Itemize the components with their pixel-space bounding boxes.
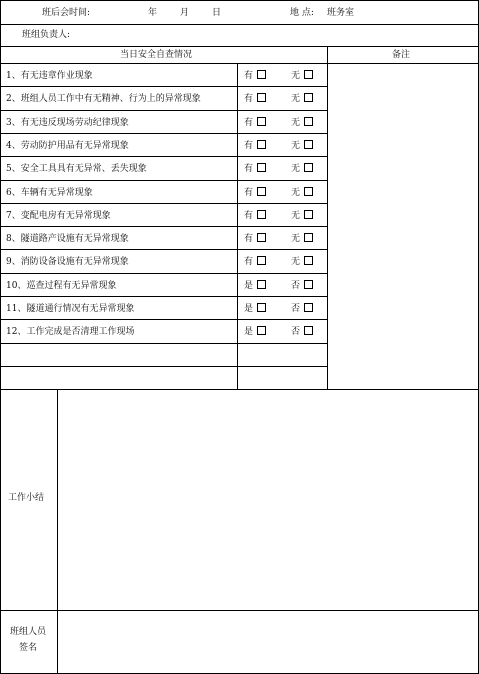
checkbox-option-label: 有 <box>244 94 254 104</box>
checkbox-option-label: 有 <box>244 164 254 174</box>
leader-divider <box>0 46 479 47</box>
checkbox-option-label: 否 <box>291 327 301 337</box>
checkbox-icon[interactable] <box>257 117 266 126</box>
checkbox-icon[interactable] <box>304 70 313 79</box>
checkbox-option[interactable] <box>291 278 313 291</box>
checkbox-option[interactable] <box>291 301 313 314</box>
checkbox-option[interactable] <box>244 185 266 198</box>
checkbox-option[interactable] <box>244 91 266 104</box>
checkbox-icon[interactable] <box>257 233 266 242</box>
checkbox-option[interactable] <box>291 161 313 174</box>
checkbox-icon[interactable] <box>304 303 313 312</box>
checklist-item-text: 7、变配电房有无异常现象 <box>6 211 111 221</box>
checkbox-icon[interactable] <box>257 93 266 102</box>
checkbox-option[interactable] <box>291 68 313 81</box>
checklist-item-text: 3、有无违反现场劳动纪律现象 <box>6 118 129 128</box>
checkbox-option[interactable] <box>244 115 266 128</box>
remarks-header: 备注 <box>392 50 411 60</box>
checkbox-icon[interactable] <box>304 256 313 265</box>
checkbox-option[interactable] <box>244 324 266 337</box>
checklist-item-text: 6、车辆有无异常现象 <box>6 188 93 198</box>
signature-label-line2: 签名 <box>19 643 38 653</box>
checkbox-icon[interactable] <box>304 210 313 219</box>
checklist-item-text: 4、劳动防护用品有无异常现象 <box>6 141 129 151</box>
section-header: 当日安全自查情况 <box>120 50 193 60</box>
checkbox-option-label: 无 <box>291 211 301 221</box>
checkbox-option-label: 有 <box>244 234 254 244</box>
checkbox-icon[interactable] <box>304 163 313 172</box>
checkbox-option[interactable] <box>291 185 313 198</box>
checkbox-option-label: 无 <box>291 188 301 198</box>
checkbox-option-label: 有 <box>244 71 254 81</box>
checkbox-option-label: 无 <box>291 71 301 81</box>
checklist-item-text: 2、班组人员工作中有无精神、行为上的异常现象 <box>6 94 201 104</box>
checkbox-option-label: 否 <box>291 281 301 291</box>
checkbox-option[interactable] <box>291 254 313 267</box>
month-label: 月 <box>180 8 190 18</box>
checkbox-icon[interactable] <box>304 280 313 289</box>
checkbox-icon[interactable] <box>304 140 313 149</box>
checkbox-option[interactable] <box>291 208 313 221</box>
checkbox-icon[interactable] <box>257 326 266 335</box>
checkbox-option[interactable] <box>244 278 266 291</box>
checkbox-option[interactable] <box>291 91 313 104</box>
checkbox-icon[interactable] <box>257 256 266 265</box>
checkbox-option[interactable] <box>244 231 266 244</box>
signature-label-line1: 班组人员 <box>10 627 47 637</box>
location-label: 地 点: <box>290 8 314 18</box>
checkbox-option-label: 是 <box>244 304 254 314</box>
checkbox-icon[interactable] <box>257 280 266 289</box>
checkbox-option-label: 否 <box>291 304 301 314</box>
checkbox-option[interactable] <box>291 231 313 244</box>
checkbox-icon[interactable] <box>304 117 313 126</box>
checkbox-option-label: 有 <box>244 211 254 221</box>
meeting-time-label: 班后会时间: <box>42 8 91 18</box>
checkbox-option[interactable] <box>244 68 266 81</box>
checkbox-option[interactable] <box>244 254 266 267</box>
team-leader-label: 班组负责人: <box>22 30 71 40</box>
checkbox-option[interactable] <box>291 324 313 337</box>
checkbox-option-label: 无 <box>291 257 301 267</box>
checklist-item-text: 9、消防设备设施有无异常现象 <box>6 257 129 267</box>
checkbox-option[interactable] <box>291 115 313 128</box>
checklist-item-text: 10、巡查过程有无异常现象 <box>6 281 117 291</box>
header-divider <box>0 24 479 25</box>
location-value: 班务室 <box>327 8 355 18</box>
work-summary-label: 工作小结 <box>8 493 45 503</box>
year-label: 年 <box>148 8 158 18</box>
checkbox-option-label: 无 <box>291 118 301 128</box>
checkbox-option[interactable] <box>244 208 266 221</box>
checkbox-option-label: 有 <box>244 257 254 267</box>
checklist-item-text: 5、安全工具具有无异常、丢失现象 <box>6 164 147 174</box>
checkbox-option-label: 是 <box>244 327 254 337</box>
table-border-top <box>0 0 479 1</box>
checkbox-option-label: 有 <box>244 141 254 151</box>
day-label: 日 <box>212 8 222 18</box>
checkbox-option-label: 无 <box>291 234 301 244</box>
checkbox-icon[interactable] <box>257 303 266 312</box>
checkbox-option[interactable] <box>291 138 313 151</box>
checklist-item-text: 12、工作完成是否清理工作现场 <box>6 327 135 337</box>
checkbox-icon[interactable] <box>257 70 266 79</box>
signature-area[interactable] <box>58 611 478 673</box>
checkbox-option-label: 无 <box>291 141 301 151</box>
checkbox-option[interactable] <box>244 138 266 151</box>
checkbox-icon[interactable] <box>257 187 266 196</box>
checkbox-option[interactable] <box>244 161 266 174</box>
checkbox-icon[interactable] <box>257 210 266 219</box>
work-summary-area[interactable] <box>58 390 478 610</box>
checkbox-option-label: 有 <box>244 118 254 128</box>
checkbox-option[interactable] <box>244 301 266 314</box>
checkbox-option-label: 无 <box>291 94 301 104</box>
checkbox-icon[interactable] <box>257 140 266 149</box>
checkbox-option-label: 是 <box>244 281 254 291</box>
checkbox-icon[interactable] <box>304 326 313 335</box>
checkbox-icon[interactable] <box>257 163 266 172</box>
checklist-item-text: 8、隧道路产设施有无异常现象 <box>6 234 129 244</box>
checkbox-icon[interactable] <box>304 93 313 102</box>
checkbox-icon[interactable] <box>304 233 313 242</box>
checkbox-option-label: 无 <box>291 164 301 174</box>
remarks-area[interactable] <box>328 64 478 389</box>
checkbox-icon[interactable] <box>304 187 313 196</box>
checkbox-option-label: 有 <box>244 188 254 198</box>
checklist-item-text: 11、隧道通行情况有无异常现象 <box>6 304 135 314</box>
checklist-item-text: 1、有无违章作业现象 <box>6 71 93 81</box>
